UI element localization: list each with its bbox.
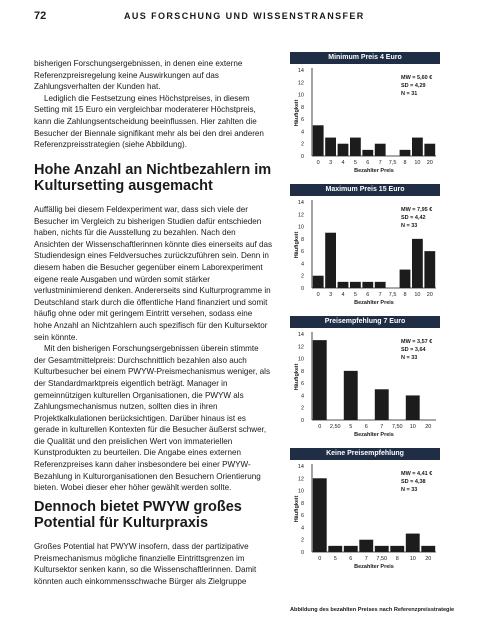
bar <box>313 276 324 288</box>
stats-annotation: MW = 5,60 € <box>401 75 433 81</box>
bar <box>325 233 336 288</box>
bar <box>313 125 324 156</box>
bar <box>362 150 373 156</box>
intro-paragraph-1: bisherigen Forschungsergebnissen, in denen eine externe Referenzpreisregelung keine Auswirkungen auf das Zahlungsverhalten der Kunden hat. <box>34 59 243 92</box>
section-2-paragraph-1: Großes Potential hat PWYW insofern, dass der partizipative Preismechanismus mögliche finanzielle Eintrittsgrenzen im Kultursektor senken kann, so die Wissenschaftlerinnen. Damit könnten auch einkommensschwache Bürger als Zielgruppe <box>34 542 257 586</box>
stats-annotation: SD = 4,38 <box>401 479 426 485</box>
x-tick-label: 10 <box>409 556 416 562</box>
x-tick-label: 7,50 <box>376 556 388 562</box>
bar <box>412 239 423 288</box>
x-tick-label: 7 <box>378 292 382 298</box>
x-tick-label: 10 <box>409 424 416 430</box>
x-tick-label: 6 <box>366 292 370 298</box>
bar <box>400 270 411 288</box>
chart-title: Minimum Preis 4 Euro <box>290 52 440 64</box>
bar <box>344 546 358 552</box>
x-tick-label: 5 <box>333 556 337 562</box>
x-tick-label: 5 <box>353 160 357 166</box>
y-tick-label: 8 <box>300 236 304 243</box>
chart-title: Maximum Preis 15 Euro <box>290 184 440 196</box>
x-tick-label: 4 <box>341 292 345 298</box>
chart-title: Keine Preisempfehlung <box>290 448 440 460</box>
x-tick-label: 8 <box>395 556 399 562</box>
y-tick-label: 8 <box>300 104 304 111</box>
stats-annotation: SD = 3,64 <box>401 347 426 353</box>
stats-annotation: N = 31 <box>401 91 418 97</box>
bar <box>412 138 423 156</box>
y-tick-label: 2 <box>300 273 304 280</box>
x-axis-label: Bezahlter Preis <box>354 564 394 570</box>
y-tick-label: 12 <box>297 344 304 351</box>
y-tick-label: 2 <box>300 141 304 148</box>
chart-svg <box>290 328 440 448</box>
y-tick-label: 10 <box>297 92 304 99</box>
x-tick-label: 5 <box>353 292 357 298</box>
bar <box>359 540 373 552</box>
x-tick-label: 4 <box>341 160 345 166</box>
y-axis-label: Häufigkeit <box>294 495 300 523</box>
x-tick-label: 2,50 <box>329 424 341 430</box>
chart-svg <box>290 460 440 580</box>
y-tick-label: 8 <box>300 500 304 507</box>
y-axis-label: Häufigkeit <box>294 231 300 259</box>
y-tick-label: 4 <box>300 393 304 400</box>
x-axis-label: Bezahlter Preis <box>354 432 394 438</box>
x-tick-label: 3 <box>329 292 333 298</box>
bar <box>424 251 435 288</box>
bar <box>375 389 389 420</box>
y-tick-label: 10 <box>297 356 304 363</box>
x-tick-label: 8 <box>403 160 407 166</box>
x-tick-label: 20 <box>426 160 433 166</box>
x-tick-label: 7,5 <box>388 160 397 166</box>
y-tick-label: 8 <box>300 368 304 375</box>
y-tick-label: 2 <box>300 537 304 544</box>
stats-annotation: N = 33 <box>401 223 418 229</box>
bar <box>338 282 349 288</box>
x-tick-label: 10 <box>414 160 421 166</box>
bar <box>362 282 373 288</box>
bar <box>338 144 349 156</box>
bar <box>406 534 420 552</box>
y-tick-label: 12 <box>297 476 304 483</box>
y-tick-label: 6 <box>300 513 304 520</box>
running-title: AUS FORSCHUNG UND WISSENSTRANSFER <box>124 11 365 21</box>
y-tick-label: 0 <box>300 286 304 292</box>
y-tick-label: 14 <box>297 464 304 470</box>
x-tick-label: 10 <box>414 292 421 298</box>
y-tick-label: 2 <box>300 405 304 412</box>
bar <box>375 282 386 288</box>
x-tick-label: 7 <box>378 160 382 166</box>
section-2-heading: Dennoch bietet PWYW großes Potential für Kulturpraxis <box>34 499 242 531</box>
x-tick-label: 7,5 <box>388 292 397 298</box>
y-tick-label: 6 <box>300 117 304 124</box>
y-tick-label: 4 <box>300 129 304 136</box>
bar <box>390 546 404 552</box>
section-1-paragraph-1: Auffällig bei diesem Feldexperiment war, dass sich viele der Besucher im Vergleich zu bisherigen Studien dafür entschieden haben, nichts für die Ausstellung zu bezahlen. Nach den Ansichten der Wissenschaftlerinnen könnte dies einerseits auf das Studiendesign eines Feldversuches zurückzuführen sein. Denn in diesem haben die Besucher gegenüber einem Laborexperiment eigene reale Ausgaben und würden somit stärker verlustminimierend denken. Andererseits sind Kulturprogramme in Deutschland stark durch die öffentliche Hand finanziert und somit häufig ohne oder mit geringem Eintritt versehen, sodass eine hohe Anzahl an Nichtzahlern auch spezifisch für den Kultursektor sein könnte. <box>34 205 272 342</box>
stats-annotation: N = 33 <box>401 355 418 361</box>
bar <box>424 144 435 156</box>
stats-annotation: N = 33 <box>401 487 418 493</box>
bar <box>313 340 327 420</box>
bar <box>406 395 420 420</box>
y-tick-label: 12 <box>297 212 304 219</box>
y-tick-label: 0 <box>300 154 304 160</box>
bar <box>375 144 386 156</box>
x-tick-label: 3 <box>329 160 333 166</box>
bar <box>313 478 327 552</box>
section-2 <box>34 499 272 587</box>
x-axis-label: Bezahlter Preis <box>354 300 394 306</box>
y-tick-label: 14 <box>297 332 304 338</box>
y-axis-label: Häufigkeit <box>294 363 300 391</box>
x-tick-label: 20 <box>426 292 433 298</box>
x-tick-label: 6 <box>349 556 353 562</box>
x-axis-label: Bezahlter Preis <box>354 168 394 174</box>
intro-paragraph-2: Lediglich die Festsetzung eines Höchstpreises, in diesem Setting mit 15 Euro ein vergleichbar moderaterer Höchstpreis, kann die Zahlungsentscheidung beeinflussen. Hier zahlten die Besucher der Biennale signifikant mehr als bei den drei anderen Referenzpreisstrategien (siehe Abbildung). <box>34 93 264 150</box>
bar <box>375 546 389 552</box>
x-tick-label: 20 <box>425 556 432 562</box>
bar <box>350 138 361 156</box>
page-number: 72 <box>34 10 47 22</box>
stats-annotation: MW = 4,41 € <box>401 471 433 477</box>
x-tick-label: 6 <box>364 424 368 430</box>
x-tick-label: 7,50 <box>391 424 403 430</box>
bar <box>328 546 342 552</box>
stats-annotation: SD = 4,29 <box>401 83 426 89</box>
x-tick-label: 7 <box>364 556 368 562</box>
x-tick-label: 5 <box>349 424 353 430</box>
y-tick-label: 14 <box>297 200 304 206</box>
stats-annotation: SD = 4,42 <box>401 215 426 221</box>
section-1 <box>34 162 272 494</box>
x-tick-label: 20 <box>425 424 432 430</box>
y-tick-label: 0 <box>300 418 304 424</box>
figure-caption: Abbildung des bezahlten Preises nach Referenzpreisstrategie <box>290 607 455 613</box>
stats-annotation: MW = 3,57 € <box>401 339 433 345</box>
bar <box>400 150 411 156</box>
x-tick-label: 0 <box>316 160 320 166</box>
x-tick-label: 0 <box>316 292 320 298</box>
y-tick-label: 4 <box>300 525 304 532</box>
bar <box>350 282 361 288</box>
y-tick-label: 12 <box>297 80 304 87</box>
y-tick-label: 6 <box>300 381 304 388</box>
chart-svg <box>290 196 440 316</box>
x-tick-label: 6 <box>366 160 370 166</box>
page-header <box>34 10 450 26</box>
y-tick-label: 4 <box>300 261 304 268</box>
section-1-paragraph-2: Mit den bisherigen Forschungsergebnissen überein stimmte der Gesamtmittelpreis: Durchschnittlich bezahlen also auch Kulturbesucher bei einem PWYW-Preismechanismus weniger, als der Standardmarktpreis eigentlich beträgt. Manager in gemeinnützigen kulturellen Organisationen, die PWYW als Zahlungsmechanismus nutzen, sollten dies in ihren Projektkalkulationen berücksichtigen. Darüber hinaus ist es gerade in kulturellen Kontexten für die Besucher äußerst schwer, die Qualität und den preislichen Wert von immateriellen Kunstprodukten zu beurteilen. Die Angabe eines externen Referenzpreises kann daher insbesondere bei einer PWYW-Bezahlung in Kulturorganisationen den Besuchern Orientierung bieten. Wobei dieser eher höher gewählt werden sollte. <box>34 344 271 493</box>
intro-text <box>34 58 272 151</box>
x-tick-label: 8 <box>403 292 407 298</box>
y-tick-label: 0 <box>300 550 304 556</box>
y-tick-label: 14 <box>297 68 304 74</box>
x-tick-label: 7 <box>380 424 384 430</box>
bar <box>421 546 435 552</box>
y-axis-label: Häufigkeit <box>294 99 300 127</box>
section-1-heading: Hohe Anzahl an Nichtbezahlern im Kultursetting ausgemacht <box>34 162 272 194</box>
stats-annotation: MW = 7,95 € <box>401 207 433 213</box>
bar <box>344 371 358 420</box>
chart-title: Preisempfehlung 7 Euro <box>290 316 440 328</box>
x-tick-label: 0 <box>318 424 322 430</box>
x-tick-label: 0 <box>318 556 322 562</box>
y-tick-label: 6 <box>300 249 304 256</box>
y-tick-label: 10 <box>297 224 304 231</box>
chart-svg <box>290 64 440 184</box>
y-tick-label: 10 <box>297 488 304 495</box>
bar <box>325 138 336 156</box>
